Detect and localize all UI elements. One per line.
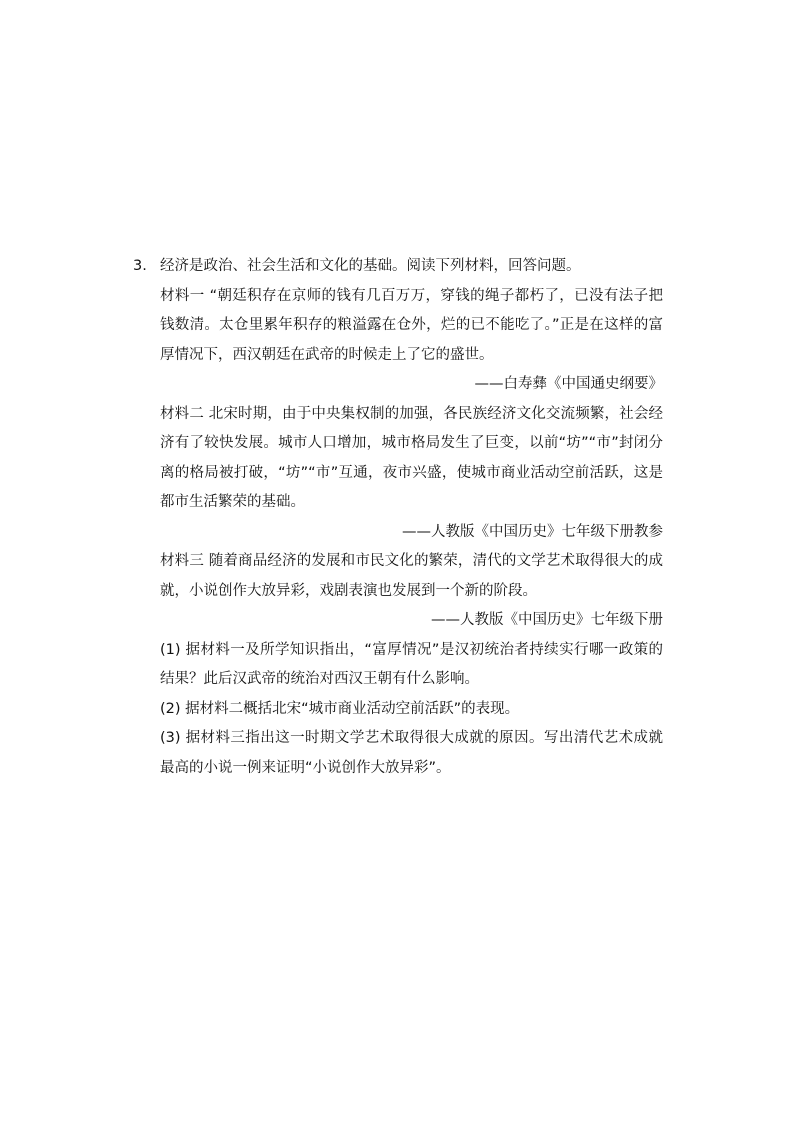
sub-question-2: (2) 据材料二概括北宋“城市商业活动空前活跃”的表现。 [160, 700, 520, 717]
question-number: 3. [133, 258, 147, 274]
sub-question-1: (1) 据材料一及所学知识指出，“富厚情况”是汉初统治者持续实行哪一政策的结果？此后汉武帝的统治对西汉王朝有什么影响。 [160, 641, 663, 687]
sub-question-3: (3) 据材料三指出这一时期文学艺术取得很大成就的原因。写出清代艺术成就最高的小说一例来证明“小说创作大放异彩”。 [160, 730, 663, 776]
question-stem: 经济是政治、社会生活和文化的基础。阅读下列材料，回答问题。 [160, 258, 581, 274]
question-3 [133, 252, 663, 783]
material-2-source: ——人教版《中国历史》七年级下册教参 [402, 523, 663, 540]
material-1-text: 材料一 “朝廷积存在京师的钱有几百万万，穿钱的绳子都朽了，已没有法子把钱数清。太仓里累年积存的粮溢露在仓外，烂的已不能吃了。”正是在这样的富厚情况下，西汉朝廷在武帝的时候走上了它的盛世。 [160, 287, 663, 363]
material-1-source: ——白寿彝《中国通史纲要》 [474, 376, 663, 392]
question-content [160, 252, 663, 783]
material-3-source: ——人教版《中国历史》七年级下册 [431, 612, 663, 628]
material-2-text: 材料二 北宋时期，由于中央集权制的加强，各民族经济文化交流频繁，社会经济有了较快发展。城市人口增加，城市格局发生了巨变，以前“坊”“市”封闭分离的格局被打破，“坊”“市”互通，夜市兴盛，使城市商业活动空前活跃，这是都市生活繁荣的基础。 [160, 405, 663, 510]
material-3-text: 材料三 随着商品经济的发展和市民文化的繁荣，清代的文学艺术取得很大的成就，小说创作大放异彩，戏剧表演也发展到一个新的阶段。 [160, 553, 663, 599]
